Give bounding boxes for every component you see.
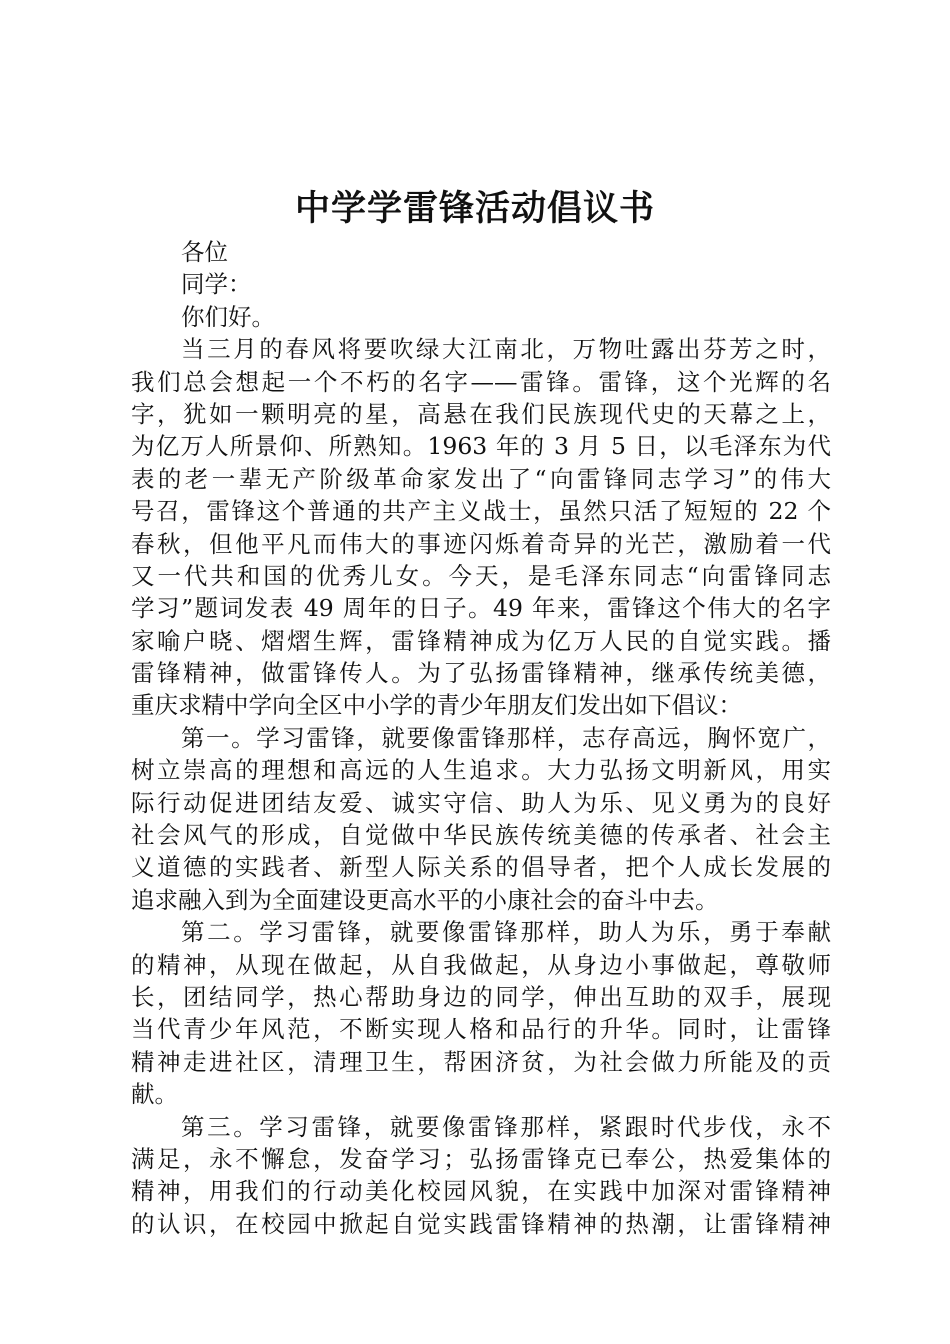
text-line: 第二。学习雷锋，就要像雷锋那样，助人为乐，勇于奉献 <box>181 918 831 947</box>
text-line: 当代青少年风范，不断实现人格和品行的升华。同时，让雷锋 <box>131 1015 831 1044</box>
text-line: 字，犹如一颗明亮的星，高悬在我们民族现代史的天幕之上， <box>131 399 831 428</box>
text-line: 重庆求精中学向全区中小学的青少年朋友们发出如下倡议： <box>131 691 742 720</box>
document-title: 中学学雷锋活动倡议书 <box>294 189 655 229</box>
text-line: 号召，雷锋这个普通的共产主义战士，虽然只活了短短的 22 个 <box>131 497 831 526</box>
text-line: 满足，永不懈怠，发奋学习；弘扬雷锋克已奉公，热爱集体的 <box>131 1144 831 1173</box>
text-line: 各位 <box>181 238 228 266</box>
text-line: 当三月的春风将要吹绿大江南北，万物吐露出芬芳之时， <box>181 335 831 364</box>
text-line: 献。 <box>131 1080 178 1109</box>
text-line: 义道德的实践者、新型人际关系的倡导者，把个人成长发展的 <box>131 853 831 882</box>
text-line: 雷锋精神，做雷锋传人。为了弘扬雷锋精神，继承传统美德， <box>131 659 831 688</box>
text-line: 的精神，从现在做起，从自我做起，从身边小事做起，尊敬师 <box>131 950 831 979</box>
text-line: 际行动促进团结友爱、诚实守信、助人为乐、见义勇为的良好 <box>131 788 831 817</box>
text-line: 精神走进社区，清理卫生，帮困济贫，为社会做力所能及的贡 <box>131 1047 831 1076</box>
text-line: 家喻户晓、熠熠生辉，雷锋精神成为亿万人民的自觉实践。播 <box>131 626 831 655</box>
text-line: 的认识，在校园中掀起自觉实践雷锋精神的热潮，让雷锋精神 <box>131 1209 831 1238</box>
text-line: 你们好。 <box>181 302 275 331</box>
text-line: 我们总会想起一个不朽的名字——雷锋。雷锋，这个光辉的名 <box>131 367 831 396</box>
text-line: 同学： <box>181 270 252 299</box>
text-line: 社会风气的形成，自觉做中华民族传统美德的传承者、社会主 <box>131 821 831 850</box>
text-line: 又一代共和国的优秀儿女。今天，是毛泽东同志“向雷锋同志 <box>131 561 831 590</box>
text-line: 表的老一辈无产阶级革命家发出了“向雷锋同志学习”的伟大 <box>131 464 831 493</box>
text-line: 为亿万人所景仰、所熟知。1963 年的 3 月 5 日，以毛泽东为代 <box>131 432 831 461</box>
text-line: 树立崇高的理想和高远的人生追求。大力弘扬文明新风，用实 <box>131 756 831 785</box>
text-line: 精神，用我们的行动美化校园风貌，在实践中加深对雷锋精神 <box>131 1177 831 1206</box>
document-body <box>131 236 831 1240</box>
text-line: 长，团结同学，热心帮助身边的同学，伸出互助的双手，展现 <box>131 982 831 1011</box>
text-line: 第一。学习雷锋，就要像雷锋那样，志存高远，胸怀宽广， <box>181 723 831 752</box>
text-line: 追求融入到为全面建设更高水平的小康社会的奋斗中去。 <box>131 885 719 914</box>
text-line: 学习”题词发表 49 周年的日子。49 年来，雷锋这个伟大的名字 <box>131 594 831 623</box>
text-line: 春秋，但他平凡而伟大的事迹闪烁着奇异的光芒，激励着一代 <box>131 529 831 558</box>
text-line: 第三。学习雷锋，就要像雷锋那样，紧跟时代步伐，永不 <box>181 1112 831 1141</box>
